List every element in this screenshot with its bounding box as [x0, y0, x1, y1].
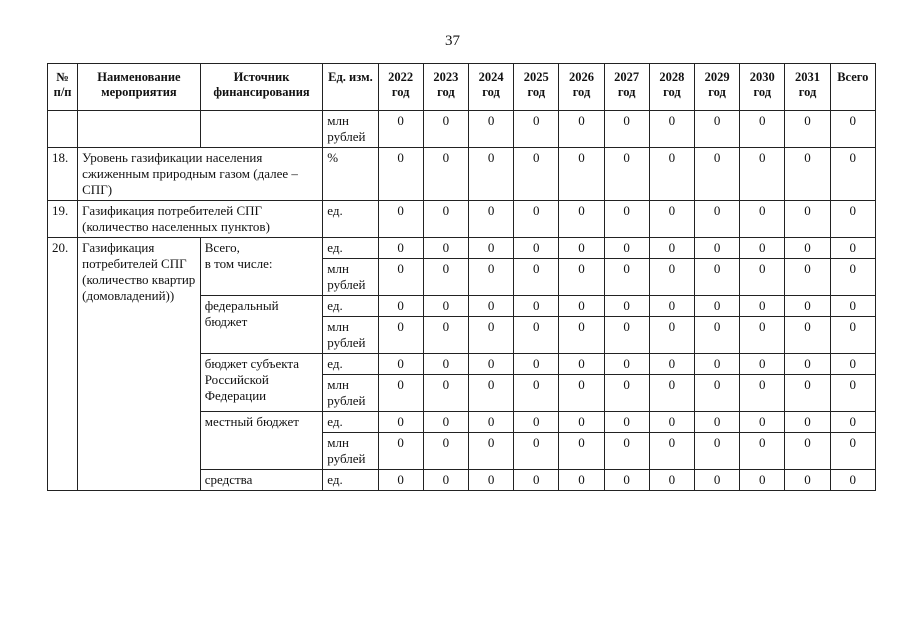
value-cell: 0 — [649, 296, 694, 317]
row-name: Газификация потребителей СПГ (количество населенных пунктов) — [78, 201, 323, 238]
value-cell: 0 — [604, 201, 649, 238]
row-unit: млн рублей — [323, 111, 378, 148]
value-cell: 0 — [378, 148, 423, 201]
value-cell: 0 — [423, 238, 468, 259]
row-index: 19. — [48, 201, 78, 238]
table-row — [48, 201, 876, 238]
value-cell: 0 — [468, 470, 513, 491]
value-cell: 0 — [649, 148, 694, 201]
value-cell: 0 — [468, 433, 513, 470]
value-cell: 0 — [785, 201, 830, 238]
value-cell: 0 — [559, 111, 604, 148]
value-cell: 0 — [649, 412, 694, 433]
value-cell: 0 — [740, 433, 785, 470]
value-total-cell: 0 — [830, 238, 875, 259]
value-cell: 0 — [423, 375, 468, 412]
value-total-cell: 0 — [830, 317, 875, 354]
value-cell: 0 — [740, 470, 785, 491]
value-total-cell: 0 — [830, 433, 875, 470]
value-cell: 0 — [559, 296, 604, 317]
value-cell: 0 — [423, 354, 468, 375]
funding-source: средства — [200, 470, 323, 491]
value-cell: 0 — [378, 201, 423, 238]
funding-source: местный бюджет — [200, 412, 323, 470]
value-cell: 0 — [378, 412, 423, 433]
value-cell: 0 — [649, 111, 694, 148]
value-cell: 0 — [423, 148, 468, 201]
value-cell: 0 — [649, 259, 694, 296]
value-cell: 0 — [378, 259, 423, 296]
row-index: 20. — [48, 238, 78, 491]
value-cell: 0 — [649, 317, 694, 354]
value-cell: 0 — [740, 259, 785, 296]
value-cell: 0 — [694, 470, 739, 491]
value-cell: 0 — [785, 470, 830, 491]
value-cell: 0 — [740, 201, 785, 238]
header-year: 2026 год — [559, 64, 604, 111]
value-cell: 0 — [423, 412, 468, 433]
funding-source: федеральный бюджет — [200, 296, 323, 354]
value-cell: 0 — [740, 296, 785, 317]
value-cell: 0 — [514, 412, 559, 433]
value-cell: 0 — [559, 317, 604, 354]
value-cell: 0 — [694, 296, 739, 317]
value-cell: 0 — [378, 470, 423, 491]
value-cell: 0 — [468, 259, 513, 296]
value-cell: 0 — [468, 148, 513, 201]
value-cell: 0 — [468, 201, 513, 238]
value-cell: 0 — [649, 201, 694, 238]
value-total-cell: 0 — [830, 296, 875, 317]
value-cell: 0 — [604, 412, 649, 433]
row-name — [78, 111, 201, 148]
value-cell: 0 — [785, 317, 830, 354]
value-cell: 0 — [423, 296, 468, 317]
value-cell: 0 — [604, 375, 649, 412]
header-source: Источник финансирования — [200, 64, 323, 111]
value-cell: 0 — [423, 433, 468, 470]
row-unit: млн рублей — [323, 433, 378, 470]
value-total-cell: 0 — [830, 148, 875, 201]
row-index: 18. — [48, 148, 78, 201]
value-cell: 0 — [514, 296, 559, 317]
value-total-cell: 0 — [830, 412, 875, 433]
value-cell: 0 — [514, 354, 559, 375]
table-row — [48, 111, 876, 148]
row-unit: млн рублей — [323, 375, 378, 412]
value-cell: 0 — [694, 111, 739, 148]
value-cell: 0 — [559, 201, 604, 238]
value-cell: 0 — [559, 470, 604, 491]
header-index: № п/п — [48, 64, 78, 111]
value-cell: 0 — [740, 412, 785, 433]
value-cell: 0 — [604, 433, 649, 470]
table-row — [48, 148, 876, 201]
value-cell: 0 — [694, 238, 739, 259]
row-source — [200, 111, 323, 148]
value-cell: 0 — [694, 317, 739, 354]
header-year: 2027 год — [604, 64, 649, 111]
value-cell: 0 — [378, 354, 423, 375]
value-cell: 0 — [740, 354, 785, 375]
table-row — [48, 238, 876, 259]
value-cell: 0 — [423, 317, 468, 354]
value-cell: 0 — [740, 317, 785, 354]
value-cell: 0 — [514, 317, 559, 354]
funding-source: Всего, в том числе: — [200, 238, 323, 296]
row-unit: ед. — [323, 201, 378, 238]
value-cell: 0 — [423, 201, 468, 238]
value-cell: 0 — [649, 238, 694, 259]
header-year: 2028 год — [649, 64, 694, 111]
value-cell: 0 — [514, 259, 559, 296]
value-cell: 0 — [649, 470, 694, 491]
header-year: 2029 год — [694, 64, 739, 111]
value-cell: 0 — [785, 412, 830, 433]
table-body — [48, 111, 876, 491]
value-cell: 0 — [514, 433, 559, 470]
value-cell: 0 — [468, 412, 513, 433]
funding-source: бюджет субъекта Российской Федерации — [200, 354, 323, 412]
value-cell: 0 — [785, 433, 830, 470]
value-cell: 0 — [378, 111, 423, 148]
row-unit: ед. — [323, 296, 378, 317]
value-cell: 0 — [785, 259, 830, 296]
value-cell: 0 — [604, 259, 649, 296]
value-cell: 0 — [559, 412, 604, 433]
value-cell: 0 — [468, 296, 513, 317]
value-cell: 0 — [694, 433, 739, 470]
value-cell: 0 — [604, 470, 649, 491]
value-cell: 0 — [785, 148, 830, 201]
value-cell: 0 — [468, 317, 513, 354]
header-unit: Ед. изм. — [323, 64, 378, 111]
row-index — [48, 111, 78, 148]
value-cell: 0 — [694, 148, 739, 201]
header-year: 2024 год — [468, 64, 513, 111]
header-year: 2025 год — [514, 64, 559, 111]
value-cell: 0 — [740, 375, 785, 412]
value-cell: 0 — [649, 354, 694, 375]
value-cell: 0 — [514, 238, 559, 259]
value-cell: 0 — [514, 470, 559, 491]
value-cell: 0 — [785, 375, 830, 412]
value-total-cell: 0 — [830, 111, 875, 148]
row-unit: ед. — [323, 470, 378, 491]
value-cell: 0 — [604, 111, 649, 148]
table-header-row — [48, 64, 876, 111]
value-cell: 0 — [785, 238, 830, 259]
value-cell: 0 — [694, 354, 739, 375]
value-total-cell: 0 — [830, 201, 875, 238]
value-cell: 0 — [785, 111, 830, 148]
row-unit: % — [323, 148, 378, 201]
value-cell: 0 — [740, 238, 785, 259]
financing-table — [47, 63, 876, 491]
value-total-cell: 0 — [830, 354, 875, 375]
header-year: 2023 год — [423, 64, 468, 111]
value-total-cell: 0 — [830, 259, 875, 296]
value-cell: 0 — [514, 111, 559, 148]
page-number: 37 — [445, 33, 460, 49]
value-cell: 0 — [514, 375, 559, 412]
value-cell: 0 — [378, 375, 423, 412]
value-cell: 0 — [785, 296, 830, 317]
value-cell: 0 — [423, 470, 468, 491]
value-cell: 0 — [604, 317, 649, 354]
value-cell: 0 — [785, 354, 830, 375]
value-cell: 0 — [694, 201, 739, 238]
value-cell: 0 — [468, 111, 513, 148]
value-cell: 0 — [423, 259, 468, 296]
row-name: Уровень газификации населения сжиженным природным газом (далее – СПГ) — [78, 148, 323, 201]
value-total-cell: 0 — [830, 375, 875, 412]
value-cell: 0 — [604, 148, 649, 201]
value-cell: 0 — [378, 317, 423, 354]
row-unit: млн рублей — [323, 317, 378, 354]
value-total-cell: 0 — [830, 470, 875, 491]
value-cell: 0 — [604, 296, 649, 317]
header-year: 2030 год — [740, 64, 785, 111]
value-cell: 0 — [378, 433, 423, 470]
value-cell: 0 — [740, 148, 785, 201]
value-cell: 0 — [468, 375, 513, 412]
value-cell: 0 — [468, 238, 513, 259]
row-unit: млн рублей — [323, 259, 378, 296]
header-year: 2022 год — [378, 64, 423, 111]
value-cell: 0 — [649, 433, 694, 470]
row-unit: ед. — [323, 238, 378, 259]
value-cell: 0 — [694, 375, 739, 412]
row-name: Газификация потребителей СПГ (количество квартир (домовладений)) — [78, 238, 201, 491]
value-cell: 0 — [514, 201, 559, 238]
row-unit: ед. — [323, 412, 378, 433]
value-cell: 0 — [378, 238, 423, 259]
value-cell: 0 — [559, 148, 604, 201]
header-total: Всего — [830, 64, 875, 111]
value-cell: 0 — [559, 433, 604, 470]
value-cell: 0 — [559, 375, 604, 412]
header-name: Наименование мероприятия — [78, 64, 201, 111]
value-cell: 0 — [559, 259, 604, 296]
value-cell: 0 — [604, 354, 649, 375]
row-unit: ед. — [323, 354, 378, 375]
value-cell: 0 — [694, 412, 739, 433]
value-cell: 0 — [694, 259, 739, 296]
value-cell: 0 — [514, 148, 559, 201]
value-cell: 0 — [559, 238, 604, 259]
value-cell: 0 — [604, 238, 649, 259]
value-cell: 0 — [468, 354, 513, 375]
value-cell: 0 — [649, 375, 694, 412]
header-year: 2031 год — [785, 64, 830, 111]
value-cell: 0 — [378, 296, 423, 317]
value-cell: 0 — [559, 354, 604, 375]
value-cell: 0 — [423, 111, 468, 148]
value-cell: 0 — [740, 111, 785, 148]
